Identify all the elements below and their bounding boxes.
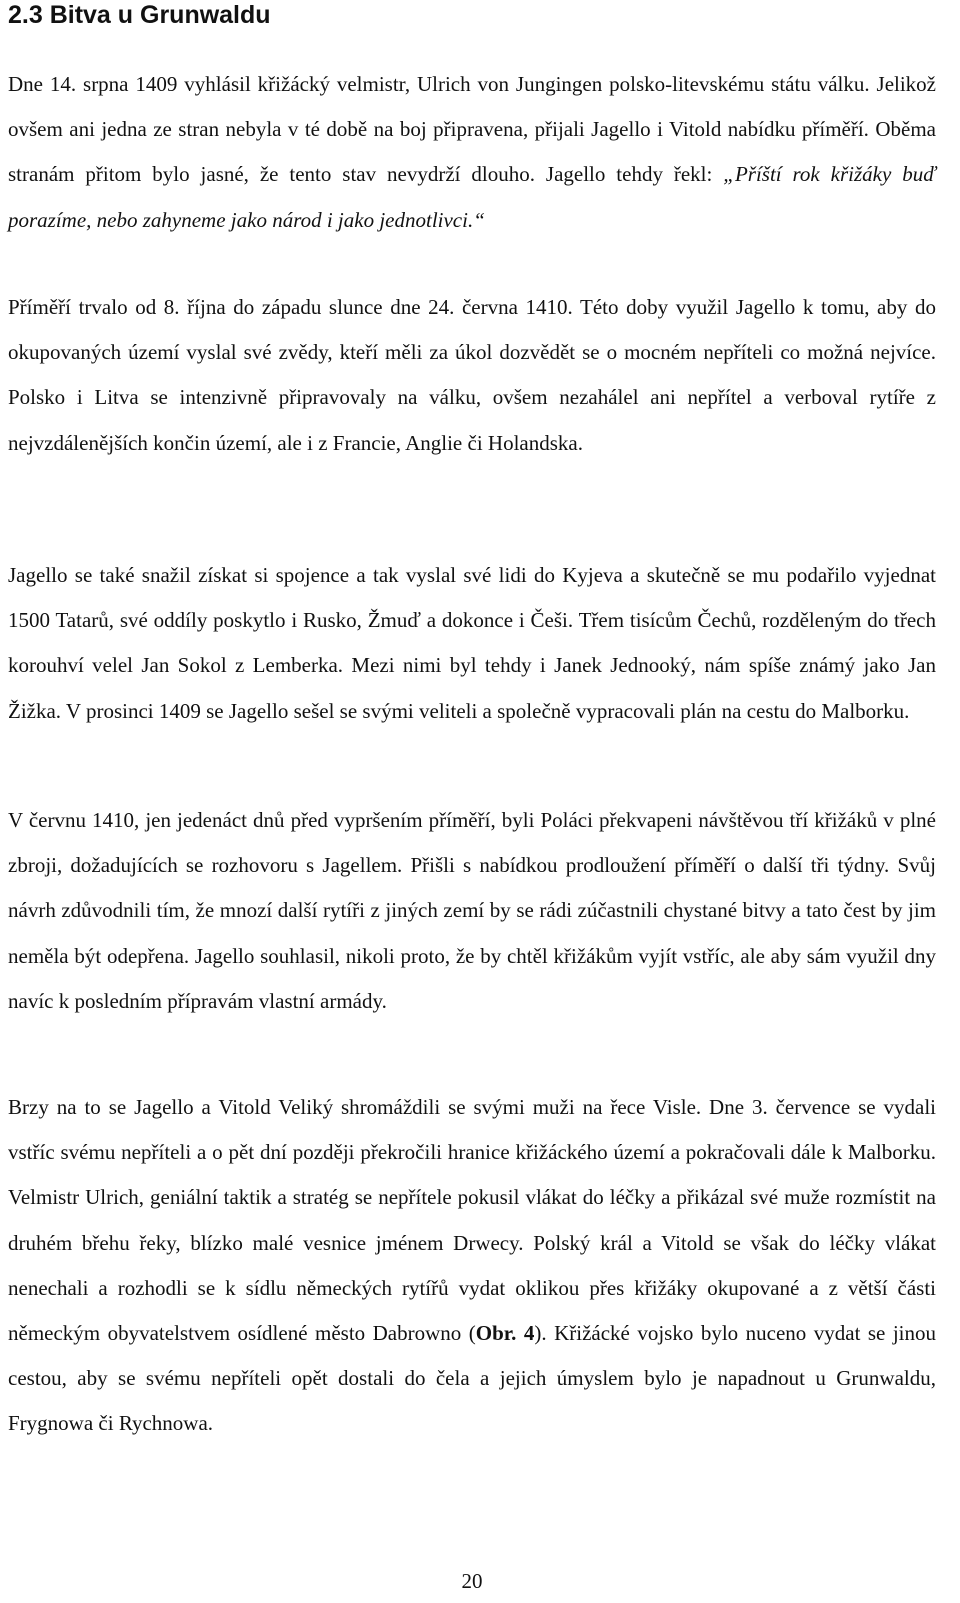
paragraph-4: V červnu 1410, jen jedenáct dnů před vypršením příměří, byli Poláci překvapeni návštěvou tří křižáků v plné zbroji, dožadujících se rozhovoru s Jagellem. Přišli s nabídkou prodloužení příměří o další tři týdny. Svůj návrh zdůvodnili tím, že mnozí další rytíři z jiných zemí by se rádi zúčastnili chystané bitvy a tato čest by jim neměla být odepřena. Jagello souhlasil, nikoli proto, že by chtěl křižákům vyjít vstříc, ale aby sám využil dny navíc k posledním přípravám vlastní armády. bbox=[8, 808, 936, 1013]
paragraph-5 bbox=[8, 1085, 936, 1447]
page-number: 20 bbox=[461, 1569, 483, 1593]
paragraph-3: Jagello se také snažil získat si spojence a tak vyslal své lidi do Kyjeva a skutečně se mu podařilo vyjednat 1500 Tatarů, své oddíly poskytlo i Rusko, Žmuď a dokonce i Češi. Třem tisícům Čechů, rozděleným do třech korouhví velel Jan Sokol z Lemberka. Mezi nimi byl tehdy i Janek Jednooký, nám spíše známý jako Jan Žižka. V prosinci 1409 se Jagello sešel se svými veliteli a společně vypracovali plán na cestu do Malborku. bbox=[8, 563, 936, 723]
paragraph-5-text-b: ). Křižácké vojsko bylo nuceno vydat se jinou cestou, aby se svému nepříteli opět dostali do čela a jejich úmyslem bylo je napadnout u Grunwaldu, Frygnowa či Rychnowa. bbox=[8, 1321, 937, 1436]
jagello-quote: „Příští rok křižáky buď porazíme, nebo zahyneme jako národ i jako jednotlivci.“ bbox=[8, 162, 936, 232]
section-heading: 2.3 Bitva u Grunwaldu bbox=[8, 1, 271, 29]
figure-reference: Obr. 4 bbox=[475, 1321, 535, 1346]
paragraph-5-text-a: Brzy na to se Jagello a Vitold Veliký shromáždili se svými muži na řece Visle. Dne 3. července se vydali vstříc svému nepříteli a o pět dní později překročili hranice křižáckého území a pokračovali dále k Malborku. Velmistr Ulrich, geniální taktik a stratég se nepřítele pokusil vlákat do léčky a přikázal své muže rozmístit na druhém břehu řeky, blízko malé vesnice jménem Drwecy. Polský král a Vitold se však do léčky vlákat nenechali a rozhodli se k sídlu německých rytířů vydat oklikou přes křižáky okupované a z větší části německým obyvatelstvem osídlené město Dabrowno ( bbox=[8, 1095, 936, 1346]
paragraph-1 bbox=[8, 62, 936, 243]
paragraph-2: Příměří trvalo od 8. října do západu slunce dne 24. června 1410. Této doby využil Jagello k tomu, aby do okupovaných území vyslal své zvědy, kteří měli za úkol dozvědět se o mocném nepříteli co možná nejvíce. Polsko i Litva se intenzivně připravovaly na válku, ovšem nezahálel ani nepřítel a verboval rytíře z nejvzdálenějších končin území, ale i z Francie, Anglie či Holandska. bbox=[8, 295, 936, 455]
paragraph-1-text: Dne 14. srpna 1409 vyhlásil křižácký velmistr, Ulrich von Jungingen polsko-litevskému státu válku. Jelikož ovšem ani jedna ze stran nebyla v té době na boj připravena, přijali Jagello i Vitold nabídku příměří. Oběma stranám přitom bylo jasné, že tento stav nevydrží dlouho. Jagello tehdy řekl: bbox=[8, 72, 936, 187]
